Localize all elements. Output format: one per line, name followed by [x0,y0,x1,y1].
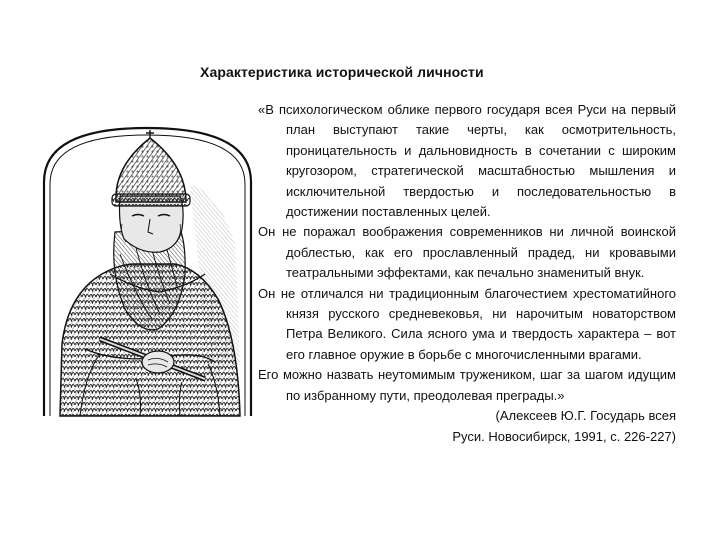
quote-paragraph: Он не отличался ни традиционным благочестием хрестоматийного князя русского средневековья, ни нарочитым новаторством Петра Великого. Сила ясного ума и твердость характера – вот его главное оружие в борьбе с многочисленными врагами. [258,285,676,362]
citation-line: Руси. Новосибирск, 1991, с. 226-227) [452,428,676,444]
quote-paragraph: Его можно назвать неутомимым тружеником, шаг за шагом идущим по избранному пути, преодолевая преграды.» [258,367,676,403]
quote-paragraph: «В психологическом облике первого государя всея Руси на первый план выступают такие черты, как осмотрительность, проницательность и дальновидность в сочетании с широким кругозором, стратегической масштабностью мышления и исключительной твердостью и последовательностью в достижении поставленных целей. [258,102,676,220]
portrait-engraving [40,124,255,418]
quote-paragraph: Он не поражал воображения современников ни личной воинской доблестью, как его прославленный прадед, ни кровавыми театральными эффектами, как печально знаменитый внук. [258,224,676,281]
citation-line: (Алексеев Ю.Г. Государь всея [495,408,676,424]
slide-title: Характеристика исторической личности [200,64,484,80]
quote-text-block [258,100,676,447]
